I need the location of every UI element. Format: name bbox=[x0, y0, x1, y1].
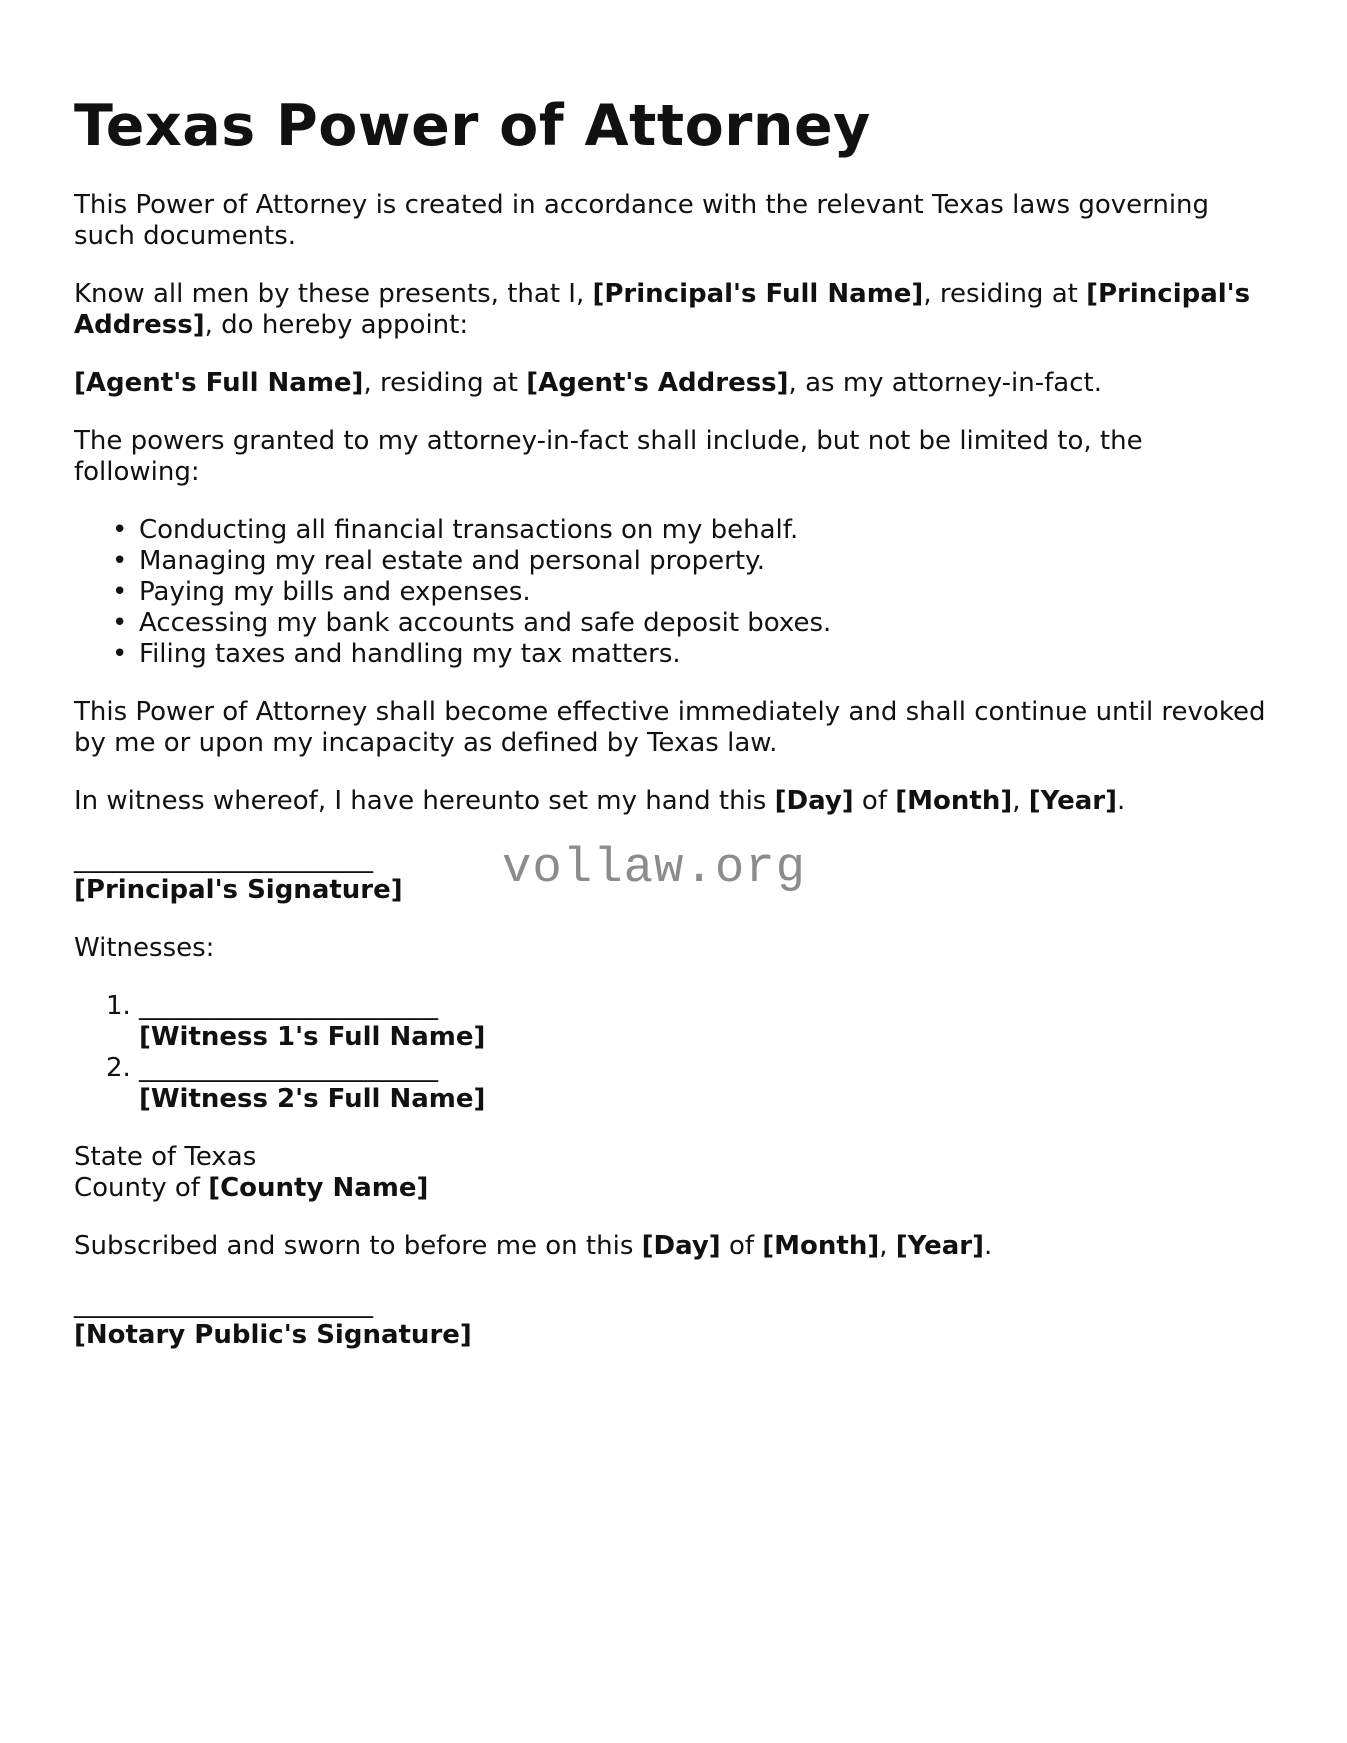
bullet-icon: • bbox=[112, 546, 128, 576]
witness-signature-line: _______________________ bbox=[139, 1053, 438, 1083]
county-lead: County of bbox=[74, 1173, 209, 1203]
power-text: Filing taxes and handling my tax matters. bbox=[139, 639, 681, 669]
list-item bbox=[112, 546, 1274, 577]
day-placeholder: [Day] bbox=[641, 1231, 721, 1261]
of-text: of bbox=[853, 786, 896, 816]
notary-signature-line: _______________________ bbox=[74, 1289, 373, 1319]
intro-paragraph: This Power of Attorney is created in accordance with the relevant Texas laws governing such documents. bbox=[74, 190, 1210, 251]
power-text: Conducting all financial transactions on my behalf. bbox=[139, 515, 799, 545]
bullet-icon: • bbox=[112, 608, 128, 638]
witness-name-placeholder: [Witness 2's Full Name] bbox=[139, 1084, 486, 1114]
witness-name-placeholder: [Witness 1's Full Name] bbox=[139, 1022, 486, 1052]
list-item bbox=[106, 991, 1274, 1053]
appointment-paragraph bbox=[74, 279, 1274, 341]
list-item bbox=[112, 608, 1274, 639]
witnesses-heading: Witnesses: bbox=[74, 933, 215, 963]
county-line bbox=[74, 1173, 1274, 1204]
agent-tail: , as my attorney-in-fact. bbox=[788, 368, 1102, 398]
powers-intro: The powers granted to my attorney-in-fact shall include, but not be limited to, the following: bbox=[74, 426, 1143, 487]
agent-paragraph bbox=[74, 368, 1274, 399]
principal-signature-line: _______________________ bbox=[74, 844, 373, 874]
power-text: Accessing my bank accounts and safe deposit boxes. bbox=[139, 608, 832, 638]
witness-number: 1. bbox=[106, 991, 131, 1021]
witness-signature-line: _______________________ bbox=[139, 991, 438, 1021]
list-item bbox=[112, 577, 1274, 608]
notary-signature-label: [Notary Public's Signature] bbox=[74, 1320, 472, 1350]
bullet-icon: • bbox=[112, 639, 128, 669]
principal-signature-label: [Principal's Signature] bbox=[74, 875, 403, 905]
state-line: State of Texas bbox=[74, 1142, 257, 1172]
list-item bbox=[112, 639, 1274, 670]
sworn-clause-lead: Subscribed and sworn to before me on this bbox=[74, 1231, 642, 1261]
witnesses-list bbox=[74, 991, 1274, 1115]
year-placeholder: [Year] bbox=[1028, 786, 1117, 816]
watermark: vollaw.org bbox=[502, 840, 807, 896]
agent-address-placeholder: [Agent's Address] bbox=[526, 368, 789, 398]
notary-signature-block bbox=[74, 1289, 1274, 1351]
appointment-tail: , do hereby appoint: bbox=[204, 310, 469, 340]
document-title: Texas Power of Attorney bbox=[74, 93, 871, 159]
principal-address-placeholder: [Principal's Address] bbox=[74, 279, 1251, 340]
of-text: of bbox=[720, 1231, 763, 1261]
witness-clause-lead: In witness whereof, I have hereunto set my hand this bbox=[74, 786, 775, 816]
witness-clause bbox=[74, 786, 1274, 817]
bullet-icon: • bbox=[112, 577, 128, 607]
period-text: . bbox=[983, 1231, 993, 1261]
principal-name-placeholder: [Principal's Full Name] bbox=[592, 279, 924, 309]
witness-number: 2. bbox=[106, 1053, 131, 1083]
day-placeholder: [Day] bbox=[774, 786, 854, 816]
comma-text: , bbox=[879, 1231, 896, 1261]
period-text: . bbox=[1116, 786, 1126, 816]
venue-block bbox=[74, 1142, 1274, 1204]
agent-residing: , residing at bbox=[363, 368, 527, 398]
bullet-icon: • bbox=[112, 515, 128, 545]
document-page bbox=[74, 0, 1274, 1351]
year-placeholder: [Year] bbox=[895, 1231, 984, 1261]
appointment-residing: , residing at bbox=[923, 279, 1087, 309]
list-item bbox=[106, 1053, 1274, 1115]
effective-paragraph: This Power of Attorney shall become effective immediately and shall continue until revoked by me or upon my incapacity as defined by Texas law. bbox=[74, 697, 1266, 758]
comma-text: , bbox=[1012, 786, 1029, 816]
appointment-lead: Know all men by these presents, that I, bbox=[74, 279, 593, 309]
month-placeholder: [Month] bbox=[762, 1231, 880, 1261]
powers-list bbox=[74, 515, 1274, 670]
sworn-clause bbox=[74, 1231, 1274, 1262]
county-name-placeholder: [County Name] bbox=[208, 1173, 429, 1203]
agent-name-placeholder: [Agent's Full Name] bbox=[74, 368, 364, 398]
list-item bbox=[112, 515, 1274, 546]
power-text: Managing my real estate and personal property. bbox=[139, 546, 765, 576]
power-text: Paying my bills and expenses. bbox=[139, 577, 531, 607]
month-placeholder: [Month] bbox=[895, 786, 1013, 816]
